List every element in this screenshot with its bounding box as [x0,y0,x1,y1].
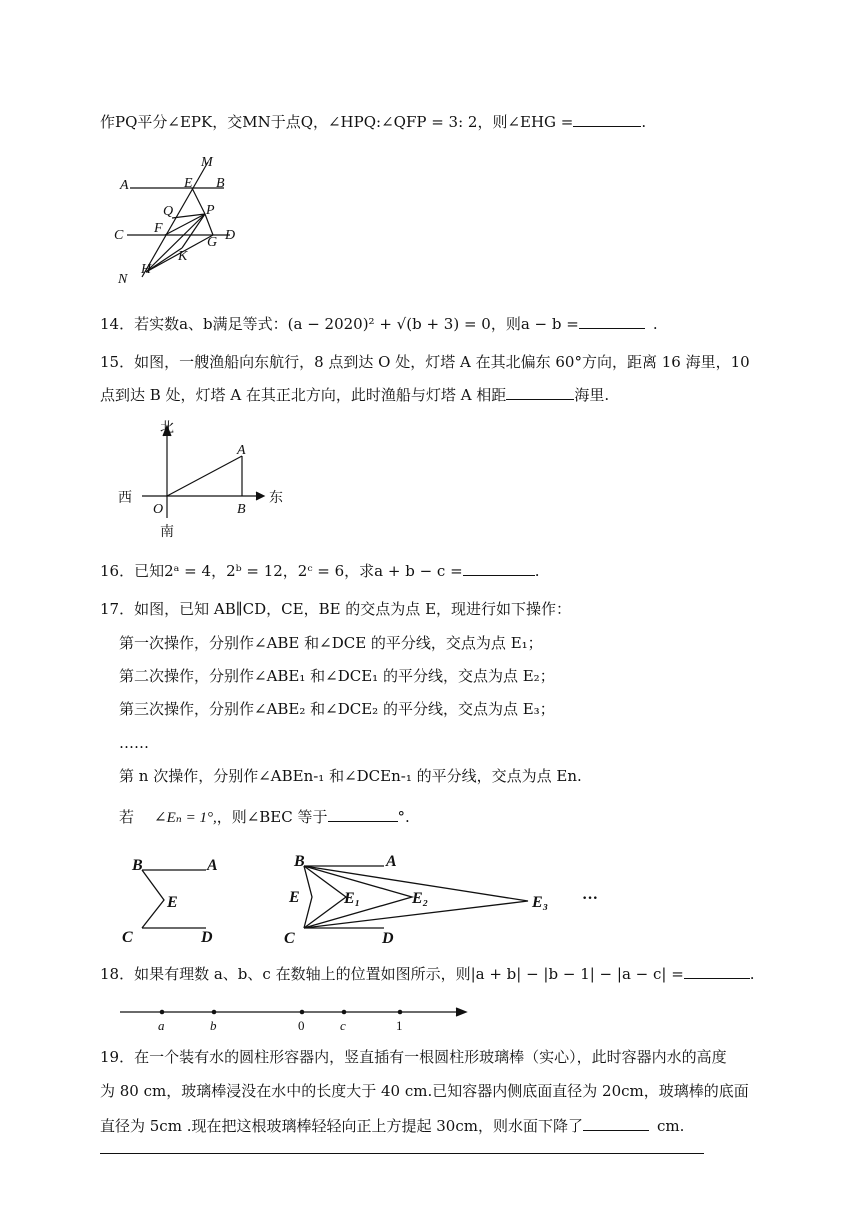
q13-label-A: A [120,178,129,193]
q19-line3 [100,1115,684,1136]
q15-line2-text: 点到达 B 处，灯塔 A 在其正北方向，此时渔船与灯塔 A 相距 [100,386,507,404]
q13-label-Q: Q [163,204,174,219]
q18-label-c: c [340,1018,346,1033]
q13-text [100,111,646,132]
q18-statement: 18．如果有理数 a、b、c 在数轴上的位置如图所示，则|a + b| − |b − 1| − |a − c| = [100,965,684,983]
q18-text [100,963,755,984]
q18-point-1 [398,1010,403,1015]
q17-f1-label-C: C [122,929,133,946]
q18-label-a: a [158,1018,165,1033]
q17-f2-dots: ··· [582,890,599,907]
q17-figure-1 [118,850,228,948]
q19-answer-blank[interactable] [583,1115,649,1131]
q17-f2-label-B: B [294,853,305,870]
q15-label-B: B [237,502,246,517]
q16-answer-blank[interactable] [463,560,535,576]
q16-text [100,560,539,581]
q18-point-0 [300,1010,305,1015]
q18-point-a [160,1010,165,1015]
q17-f2-label-E1: E₁ [344,890,361,907]
q17-f2-label-C: C [284,930,295,947]
q17-f2-label-E3: E₃ [532,894,549,911]
q17-cond-post: ，则∠BEC 等于 [216,808,328,826]
q17-cond-end: °. [397,808,410,826]
q15-label-north: 北 [160,421,174,436]
q18-label-0: 0 [298,1018,305,1033]
q15-line2-end: 海里. [574,386,610,404]
q15-line1: 15．如图，一艘渔船向东航行，8 点到达 O 处，灯塔 A 在其北偏东 60°方向，距离 16 海里，10 [100,353,750,371]
q17-step2: 第二次操作，分别作∠ABE₁ 和∠DCE₁ 的平分线，交点为点 E₂； [119,667,555,685]
q17-f1-label-A: A [207,857,218,874]
q18-label-b: b [210,1018,217,1033]
q14-text [100,313,658,334]
q13-label-B: B [216,176,225,191]
q19-line3-end: cm. [656,1117,685,1135]
q14-end: . [652,315,658,333]
q18-point-c [342,1010,347,1015]
q18-number-line [112,1000,472,1034]
q14-statement: 14．若实数a、b满足等式：(a − 2020)² + √(b + 3) = 0，则a − b = [100,315,579,333]
q13-label-D: D [225,228,236,243]
q13-label-E: E [184,176,193,191]
q17-f2-label-A: A [386,853,397,870]
q17-answer-blank[interactable] [328,806,398,822]
q17-f2-label-E: E [289,889,300,906]
q15-label-east: 东 [269,491,283,506]
q17-intro: 17．如图，已知 AB∥CD，CE，BE 的交点为点 E，现进行如下操作： [100,600,572,618]
q13-label-F: F [154,221,163,236]
q17-cond-pre: 若 [119,808,135,826]
footer-rule [100,1153,704,1154]
q15-answer-blank[interactable] [506,384,574,400]
q18-end: . [749,965,755,983]
q13-label-P: P [206,203,215,218]
q13-label-H: H [141,262,152,277]
q15-label-O: O [153,502,164,517]
q14-answer-blank[interactable] [579,313,645,329]
q19-line2: 为 80 cm，玻璃棒浸没在水中的长度大于 40 cm.已知容器内侧底面直径为 20cm，玻璃棒的底面 [100,1082,749,1100]
q17-f2-label-D: D [382,930,394,947]
q17-f1-label-E: E [167,894,178,911]
q13-end: . [641,113,647,131]
q17-stepn: 第 n 次操作，分别作∠ABEn-₁ 和∠DCEn-₁ 的平分线，交点为点 En. [119,767,582,785]
q15-label-south: 南 [160,525,174,540]
q17-step1: 第一次操作，分别作∠ABE 和∠DCE 的平分线，交点为点 E₁； [119,634,543,652]
q13-label-G: G [207,235,218,250]
q19-line1: 19．在一个装有水的圆柱形容器内，竖直插有一根圆柱形玻璃棒（实心），此时容器内水的高度 [100,1048,727,1066]
q17-cond-math: ∠Eₙ = 1°, [154,810,217,826]
q17-figure-2 [280,848,610,948]
q17-step3: 第三次操作，分别作∠ABE₂ 和∠DCE₂ 的平分线，交点为点 E₃； [119,700,555,718]
q19-line3-text: 直径为 5cm .现在把这根玻璃棒轻轻向正上方提起 30cm，则水面下降了 [100,1117,583,1135]
q13-statement: 作PQ平分∠EPK，交MN于点Q，∠HPQ:∠QFP = 3: 2，则∠EHG = [100,113,574,131]
q13-label-K: K [178,249,188,264]
q18-label-1: 1 [396,1018,403,1033]
q15-label-west: 西 [118,491,132,506]
q16-end: . [534,562,540,580]
q17-condition [119,806,410,828]
q17-f1-label-B: B [132,857,143,874]
q13-label-N: N [118,272,128,287]
q15-line2 [100,384,609,405]
q15-figure [112,414,292,544]
q17-f2-label-E2: E₂ [412,890,429,907]
q13-label-C: C [114,228,124,243]
q16-statement: 16．已知2ᵃ = 4，2ᵇ = 12，2ᶜ = 6，求a + b − c = [100,562,463,580]
q18-answer-blank[interactable] [684,963,750,979]
q13-answer-blank[interactable] [573,111,641,127]
q18-point-b [212,1010,217,1015]
q17-ellipsis: …… [119,734,149,752]
q15-label-A: A [237,443,246,458]
q13-figure [112,152,252,288]
q17-f1-label-D: D [201,929,213,946]
q13-label-M: M [201,155,213,170]
